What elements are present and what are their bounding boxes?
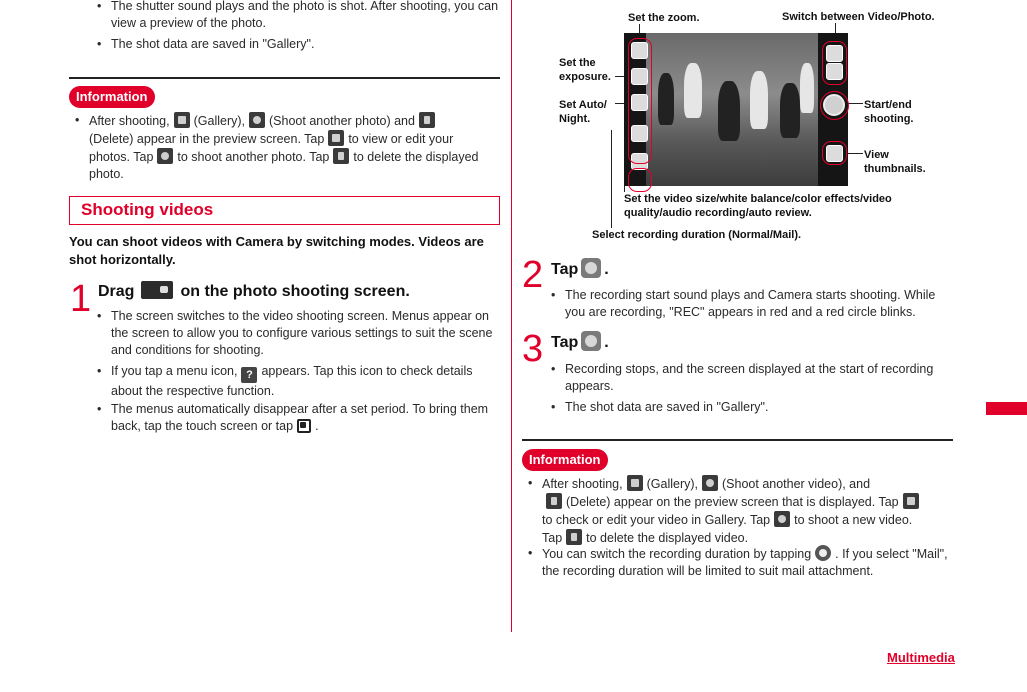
delete-icon bbox=[419, 112, 435, 128]
label-start-end bbox=[864, 98, 914, 126]
recording-duration-icon bbox=[815, 545, 831, 561]
info-badge-right: Information bbox=[522, 449, 608, 471]
intro-text: You can shoot videos with Camera by switching modes. Videos are shot horizontally. bbox=[69, 234, 484, 267]
camera-icon bbox=[249, 112, 265, 128]
gallery-icon bbox=[328, 130, 344, 146]
help-icon: ? bbox=[241, 367, 257, 383]
delete-icon bbox=[566, 529, 582, 545]
label-switch-mode: Switch between Video/Photo. bbox=[782, 11, 935, 23]
gallery-icon bbox=[903, 493, 919, 509]
label-video-settings bbox=[624, 192, 892, 220]
info-text: After shooting, bbox=[542, 477, 623, 491]
step-title-text: Tap bbox=[551, 261, 579, 278]
section-title: Shooting videos bbox=[81, 200, 214, 219]
label-text: View bbox=[864, 149, 889, 161]
info-text: to shoot a new video. bbox=[794, 513, 913, 527]
label-exposure bbox=[559, 56, 611, 84]
highlight-ring bbox=[820, 91, 849, 120]
step2-bullet-1: • The recording start sound plays and Camera starts shooting. While you are recording, "REC" appears in red and a red circle blinks. bbox=[565, 287, 957, 321]
info-bullet-right-1 bbox=[542, 475, 952, 547]
delete-icon bbox=[333, 148, 349, 164]
step-title-text: on the photo shooting screen. bbox=[180, 283, 410, 300]
info-text: After shooting, bbox=[89, 114, 170, 128]
highlight-ring bbox=[822, 41, 847, 85]
info-bullet-right-2 bbox=[542, 545, 952, 580]
step-number-2: 2 bbox=[522, 254, 544, 296]
bullet-text: If you tap a menu icon, bbox=[111, 364, 238, 378]
photo-figure bbox=[718, 81, 740, 141]
delete-icon bbox=[546, 493, 562, 509]
label-text: Night. bbox=[559, 113, 591, 125]
label-text: thumbnails. bbox=[864, 163, 926, 175]
label-view-thumbnails bbox=[864, 148, 926, 176]
label-recording-duration: Select recording duration (Normal/Mail). bbox=[592, 229, 802, 241]
info-text: to view or edit your photos. Tap bbox=[89, 132, 454, 164]
label-text: exposure. bbox=[559, 71, 611, 83]
info-text: to delete the displayed video. bbox=[586, 531, 749, 545]
top-bullet-2: • The shot data are saved in "Gallery". bbox=[111, 36, 501, 53]
photo-figure bbox=[750, 71, 768, 129]
photo-figure bbox=[658, 73, 674, 125]
step-title-text: . bbox=[604, 261, 609, 278]
bullet-text: The menus automatically disappear after a set period. To bring them back, tap the touch screen or tap bbox=[111, 402, 489, 433]
top-bullet-1: • The shutter sound plays and the photo is shot. After shooting, you can view a preview of the photo. bbox=[111, 0, 501, 32]
label-text: Set the video size/white balance/color effects/video bbox=[624, 193, 892, 205]
record-start-icon bbox=[581, 258, 601, 278]
info-text: (Gallery), bbox=[646, 477, 699, 491]
leader-line bbox=[611, 130, 612, 228]
step3-bullet-2: • The shot data are saved in "Gallery". bbox=[565, 399, 957, 416]
info-text: You can switch the recording duration by tapping bbox=[542, 547, 812, 561]
info-text: to delete the displayed photo. bbox=[89, 150, 479, 181]
chapter-link[interactable]: Multimedia bbox=[887, 650, 955, 665]
gallery-icon bbox=[174, 112, 190, 128]
step-number-3: 3 bbox=[522, 328, 544, 370]
info-text: to check or edit your video in Gallery. Tap bbox=[542, 513, 771, 527]
gallery-icon bbox=[627, 475, 643, 491]
label-set-zoom: Set the zoom. bbox=[628, 12, 700, 24]
highlight-ring bbox=[822, 141, 847, 165]
highlight-ring bbox=[628, 168, 652, 192]
step-title-1 bbox=[98, 281, 498, 302]
info-text: (Delete) appear in the preview screen. Tap bbox=[89, 132, 325, 146]
step3-bullet-1: • Recording stops, and the screen displayed at the start of recording appears. bbox=[565, 361, 957, 395]
camera-icon bbox=[157, 148, 173, 164]
camera-photo bbox=[646, 33, 818, 186]
step1-bullet-1: • The screen switches to the video shooting screen. Menus appear on the screen to allow you to configure various settings to suit the scene and conditions for shooting. bbox=[111, 308, 501, 359]
video-camera-icon bbox=[702, 475, 718, 491]
info-text: . If you select "Mail", the recording duration will be limited to suit mail attachment. bbox=[542, 547, 948, 578]
info-text: (Delete) appear on the preview screen that is displayed. Tap bbox=[566, 495, 899, 509]
info-rule-left bbox=[69, 77, 500, 79]
camera-preview bbox=[624, 33, 848, 186]
photo-figure bbox=[684, 63, 702, 118]
step1-bullet-3 bbox=[111, 401, 501, 435]
label-text: shooting. bbox=[864, 113, 914, 125]
label-text: quality/audio recording/auto review. bbox=[624, 207, 812, 219]
info-text: (Shoot another photo) and bbox=[269, 114, 415, 128]
leader-line bbox=[847, 103, 863, 104]
info-badge-left: Information bbox=[69, 86, 155, 108]
step-number-1: 1 bbox=[70, 278, 92, 320]
step-title-text: Drag bbox=[98, 283, 135, 300]
bullet-text: . bbox=[315, 419, 319, 433]
step-title-3 bbox=[551, 331, 609, 353]
menu-icon bbox=[297, 419, 311, 433]
chapter-tab bbox=[986, 402, 1027, 415]
label-text: Set Auto/ bbox=[559, 99, 607, 111]
label-text: Start/end bbox=[864, 99, 912, 111]
bullet-text: appears. Tap this icon to check details about the respective function. bbox=[111, 364, 473, 398]
step-title-text: Tap bbox=[551, 334, 579, 351]
step1-bullet-2 bbox=[111, 363, 501, 400]
info-bullet-left bbox=[89, 112, 489, 183]
record-stop-icon bbox=[581, 331, 601, 351]
label-text: Set the bbox=[559, 57, 596, 69]
step-title-2 bbox=[551, 258, 609, 280]
step-title-text: . bbox=[604, 334, 609, 351]
mode-switch-icon bbox=[141, 281, 173, 299]
info-text: (Gallery), bbox=[193, 114, 246, 128]
label-auto-night bbox=[559, 98, 607, 126]
column-divider bbox=[511, 0, 512, 632]
info-text: (Shoot another video), and bbox=[722, 477, 871, 491]
highlight-ring bbox=[628, 38, 652, 164]
photo-figure bbox=[780, 83, 800, 138]
section-header-box bbox=[69, 196, 500, 225]
video-camera-icon bbox=[774, 511, 790, 527]
info-rule-right bbox=[522, 439, 953, 441]
photo-figure bbox=[800, 63, 814, 113]
info-text: Tap bbox=[542, 531, 563, 545]
info-text: to shoot another photo. Tap bbox=[177, 150, 330, 164]
leader-line bbox=[847, 153, 863, 154]
